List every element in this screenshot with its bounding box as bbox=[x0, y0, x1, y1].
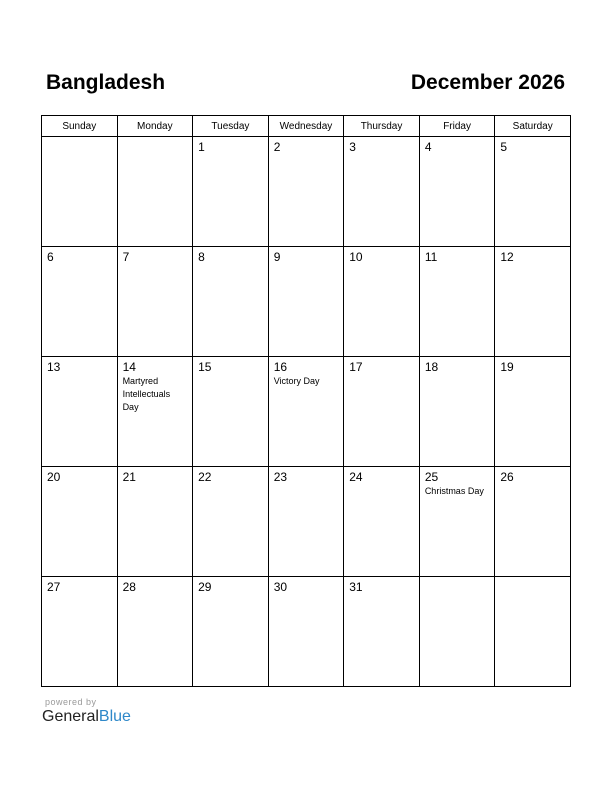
day-number: 11 bbox=[424, 250, 438, 264]
day-number: 15 bbox=[198, 360, 212, 374]
day-cell bbox=[268, 357, 344, 467]
day-number: 26 bbox=[500, 470, 514, 484]
calendar-grid bbox=[41, 115, 571, 687]
day-cell bbox=[344, 137, 420, 247]
day-cell bbox=[117, 577, 193, 687]
month-title: December 2026 bbox=[410, 71, 565, 94]
week-row bbox=[42, 357, 571, 467]
day-number: 29 bbox=[198, 580, 212, 594]
day-number: 19 bbox=[500, 360, 514, 374]
weekday-header: Saturday bbox=[495, 116, 571, 137]
day-number: 31 bbox=[349, 580, 363, 594]
day-number: 22 bbox=[198, 470, 212, 484]
week-row bbox=[42, 247, 571, 357]
day-cell bbox=[495, 577, 571, 687]
day-cell bbox=[419, 577, 495, 687]
weekday-header: Monday bbox=[117, 116, 193, 137]
week-row bbox=[42, 137, 571, 247]
day-cell bbox=[495, 137, 571, 247]
day-number: 4 bbox=[424, 140, 432, 154]
day-number: 17 bbox=[349, 360, 363, 374]
country-title: Bangladesh bbox=[46, 71, 166, 94]
weekday-header: Tuesday bbox=[193, 116, 269, 137]
day-cell bbox=[495, 467, 571, 577]
day-cell bbox=[42, 137, 118, 247]
day-number: 6 bbox=[47, 250, 54, 264]
holiday-label: Victory Day bbox=[273, 376, 320, 386]
day-number: 27 bbox=[47, 580, 61, 594]
day-cell bbox=[268, 247, 344, 357]
day-cell bbox=[268, 467, 344, 577]
day-cell bbox=[419, 247, 495, 357]
weekday-header: Thursday bbox=[344, 116, 420, 137]
day-number: 25 bbox=[424, 470, 439, 484]
day-cell bbox=[344, 577, 420, 687]
holiday-label: Martyred Intellectuals Day bbox=[122, 376, 171, 412]
day-number: 9 bbox=[273, 250, 281, 264]
day-number: 28 bbox=[122, 580, 136, 594]
generalblue-logo[interactable] bbox=[42, 708, 131, 726]
day-number: 18 bbox=[424, 360, 439, 374]
day-number: 14 bbox=[122, 360, 136, 374]
day-number: 13 bbox=[47, 360, 61, 374]
day-cell bbox=[117, 467, 193, 577]
day-cell bbox=[193, 467, 269, 577]
day-cell bbox=[495, 357, 571, 467]
day-cell bbox=[117, 247, 193, 357]
day-number: 16 bbox=[273, 360, 288, 374]
weekday-header: Friday bbox=[419, 116, 495, 137]
week-row bbox=[42, 467, 571, 577]
holiday-label: Christmas Day bbox=[424, 486, 484, 496]
day-number: 8 bbox=[198, 250, 205, 264]
day-number: 2 bbox=[273, 140, 281, 154]
day-number: 1 bbox=[198, 140, 205, 154]
day-cell bbox=[344, 357, 420, 467]
day-cell bbox=[117, 357, 193, 467]
day-cell bbox=[42, 357, 118, 467]
day-cell bbox=[419, 467, 495, 577]
day-cell bbox=[193, 247, 269, 357]
day-number: 21 bbox=[122, 470, 136, 484]
day-cell bbox=[193, 137, 269, 247]
weekday-header: Wednesday bbox=[268, 116, 344, 137]
day-cell bbox=[193, 357, 269, 467]
day-cell bbox=[495, 247, 571, 357]
brand-blue-text: Blue bbox=[98, 708, 131, 725]
day-number: 3 bbox=[349, 140, 356, 154]
day-number: 5 bbox=[500, 140, 508, 154]
powered-by-label: powered by bbox=[45, 697, 97, 707]
weekday-header: Sunday bbox=[42, 116, 118, 137]
day-number: 7 bbox=[122, 250, 130, 264]
day-number: 23 bbox=[273, 470, 288, 484]
day-cell bbox=[42, 467, 118, 577]
day-cell bbox=[268, 577, 344, 687]
day-number: 12 bbox=[500, 250, 514, 264]
day-cell bbox=[117, 137, 193, 247]
day-cell bbox=[268, 137, 344, 247]
day-cell bbox=[42, 247, 118, 357]
day-cell bbox=[419, 357, 495, 467]
day-cell bbox=[344, 247, 420, 357]
day-number: 30 bbox=[273, 580, 288, 594]
day-number: 10 bbox=[349, 250, 363, 264]
weekday-header-row bbox=[42, 116, 571, 137]
day-number: 20 bbox=[47, 470, 61, 484]
day-cell bbox=[419, 137, 495, 247]
day-cell bbox=[344, 467, 420, 577]
day-number: 24 bbox=[349, 470, 363, 484]
day-cell bbox=[42, 577, 118, 687]
day-cell bbox=[193, 577, 269, 687]
brand-general-text: General bbox=[42, 708, 99, 725]
week-row bbox=[42, 577, 571, 687]
